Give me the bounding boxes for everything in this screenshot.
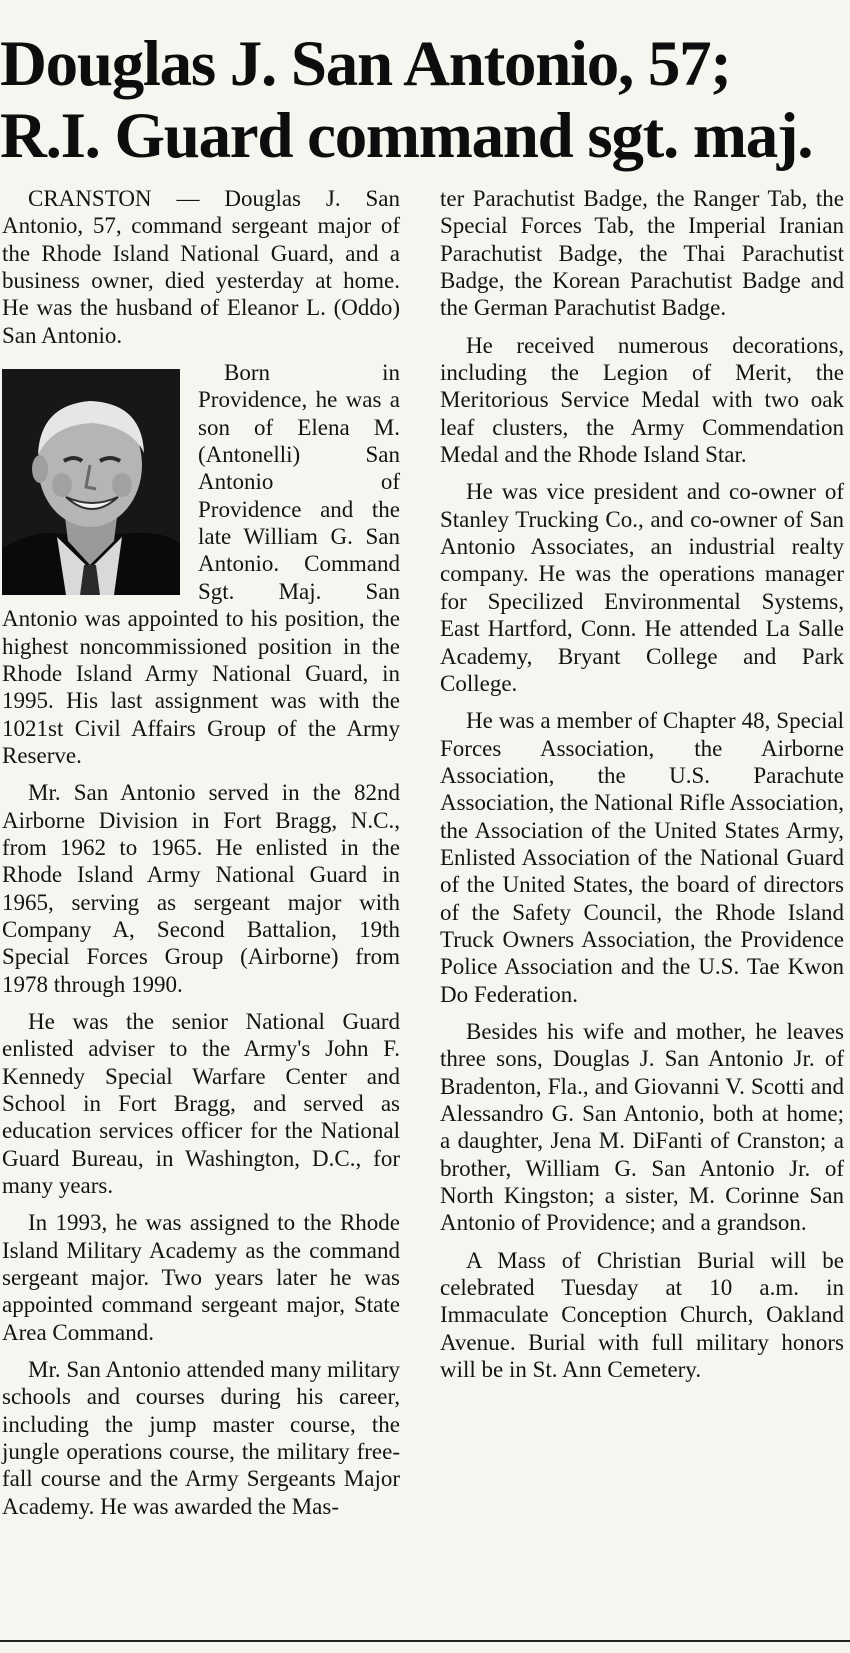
paragraph-academy: In 1993, he was assigned to the Rhode Island Military Academy as the command sergeant major. Two years later he was appointed command sergeant major, State Area Command. xyxy=(2,1210,400,1345)
headline-line-2: R.I. Guard command sgt. maj. xyxy=(0,100,813,172)
portrait-photo xyxy=(2,369,180,595)
headline-line-1: Douglas J. San Antonio, 57; xyxy=(0,28,731,100)
paragraph-adviser: He was the senior National Guard enlisted adviser to the Army's John F. Kennedy Special Warfare Center and School in Fort Bragg, and served as education services officer for the National Guard Bureau, in Washington, D.C., for many years. xyxy=(2,1008,400,1199)
paragraph-burial: A Mass of Christian Burial will be celebrated Tuesday at 10 a.m. in Immaculate Conception Church, Oakland Avenue. Burial with full military honors will be in St. Ann Cemetery. xyxy=(440,1247,844,1383)
left-column xyxy=(2,185,400,1530)
paragraph-business: He was vice president and co-owner of Stanley Trucking Co., and co-owner of San Antonio Associates, an industrial realty company. He was the operations manager for Specilized Environmental Systems, East Hartford, Conn. He attended La Salle Academy, Bryant College and Park College. xyxy=(440,479,844,696)
headline xyxy=(0,28,850,172)
paragraph-survivors: Besides his wife and mother, he leaves three sons, Douglas J. San Antonio Jr. of Bradenton, Fla., and Giovanni V. Scotti and Alessandro G. San Antonio, both at home; a daughter, Jena M. DiFanti of Cranston; a brother, William G. San Antonio Jr. of North Kingston; a sister, M. Corinne San Antonio of Providence; and a grandson. xyxy=(440,1018,844,1236)
right-column xyxy=(440,185,844,1393)
paragraph-schools: Mr. San Antonio attended many military schools and courses during his career, including the jump master course, the jungle operations course, the military free-fall course and the Army Sergeants Major Academy. He was awarded the Mas- xyxy=(2,1357,400,1519)
paragraph-decorations: He received numerous decorations, including the Legion of Merit, the Meritorious Service Medal with two oak leaf clusters, the Army Commendation Medal and the Rhode Island Star. xyxy=(440,332,844,468)
bottom-rule xyxy=(0,1640,850,1642)
paragraph-dateline: CRANSTON — Douglas J. San Antonio, 57, command sergeant major of the Rhode Island National Guard, and a business owner, died yesterday at home. He was the husband of Eleanor L. (Oddo) San Antonio. xyxy=(2,186,400,348)
portrait-icon xyxy=(2,369,180,595)
paragraph-badges: ter Parachutist Badge, the Ranger Tab, the Special Forces Tab, the Imperial Iranian Parachutist Badge, the Thai Parachutist Badge, the Korean Parachutist Badge and the German Parachutist Badge. xyxy=(440,186,844,321)
paragraph-birth: Born in Providence, he was a son of Elena M. (Antonelli) San Antonio of Providence and the late William G. San Antonio. Command Sgt. Maj. San Antonio was appointed to his position, the highest noncommissioned position in the Rhode Island Army National Guard, in 1995. His last assignment was with the 1021st Civil Affairs Group of the Army Reserve. xyxy=(2,360,400,768)
paragraph-service: Mr. San Antonio served in the 82nd Airborne Division in Fort Bragg, N.C., from 1962 to 1965. He enlisted in the Rhode Island Army National Guard in 1965, serving as sergeant major with Company A, Second Battalion, 19th Special Forces Group (Airborne) from 1978 through 1990. xyxy=(2,780,400,997)
paragraph-memberships: He was a member of Chapter 48, Special Forces Association, the Airborne Association, the U.S. Parachute Association, the National Rifle Association, the Association of the United States Army, Enlisted Association of the National Guard of the United States, the board of directors of the Safety Council, the Rhode Island Truck Owners Association, the Providence Police Association and the U.S. Tae Kwon Do Federation. xyxy=(440,708,844,1007)
